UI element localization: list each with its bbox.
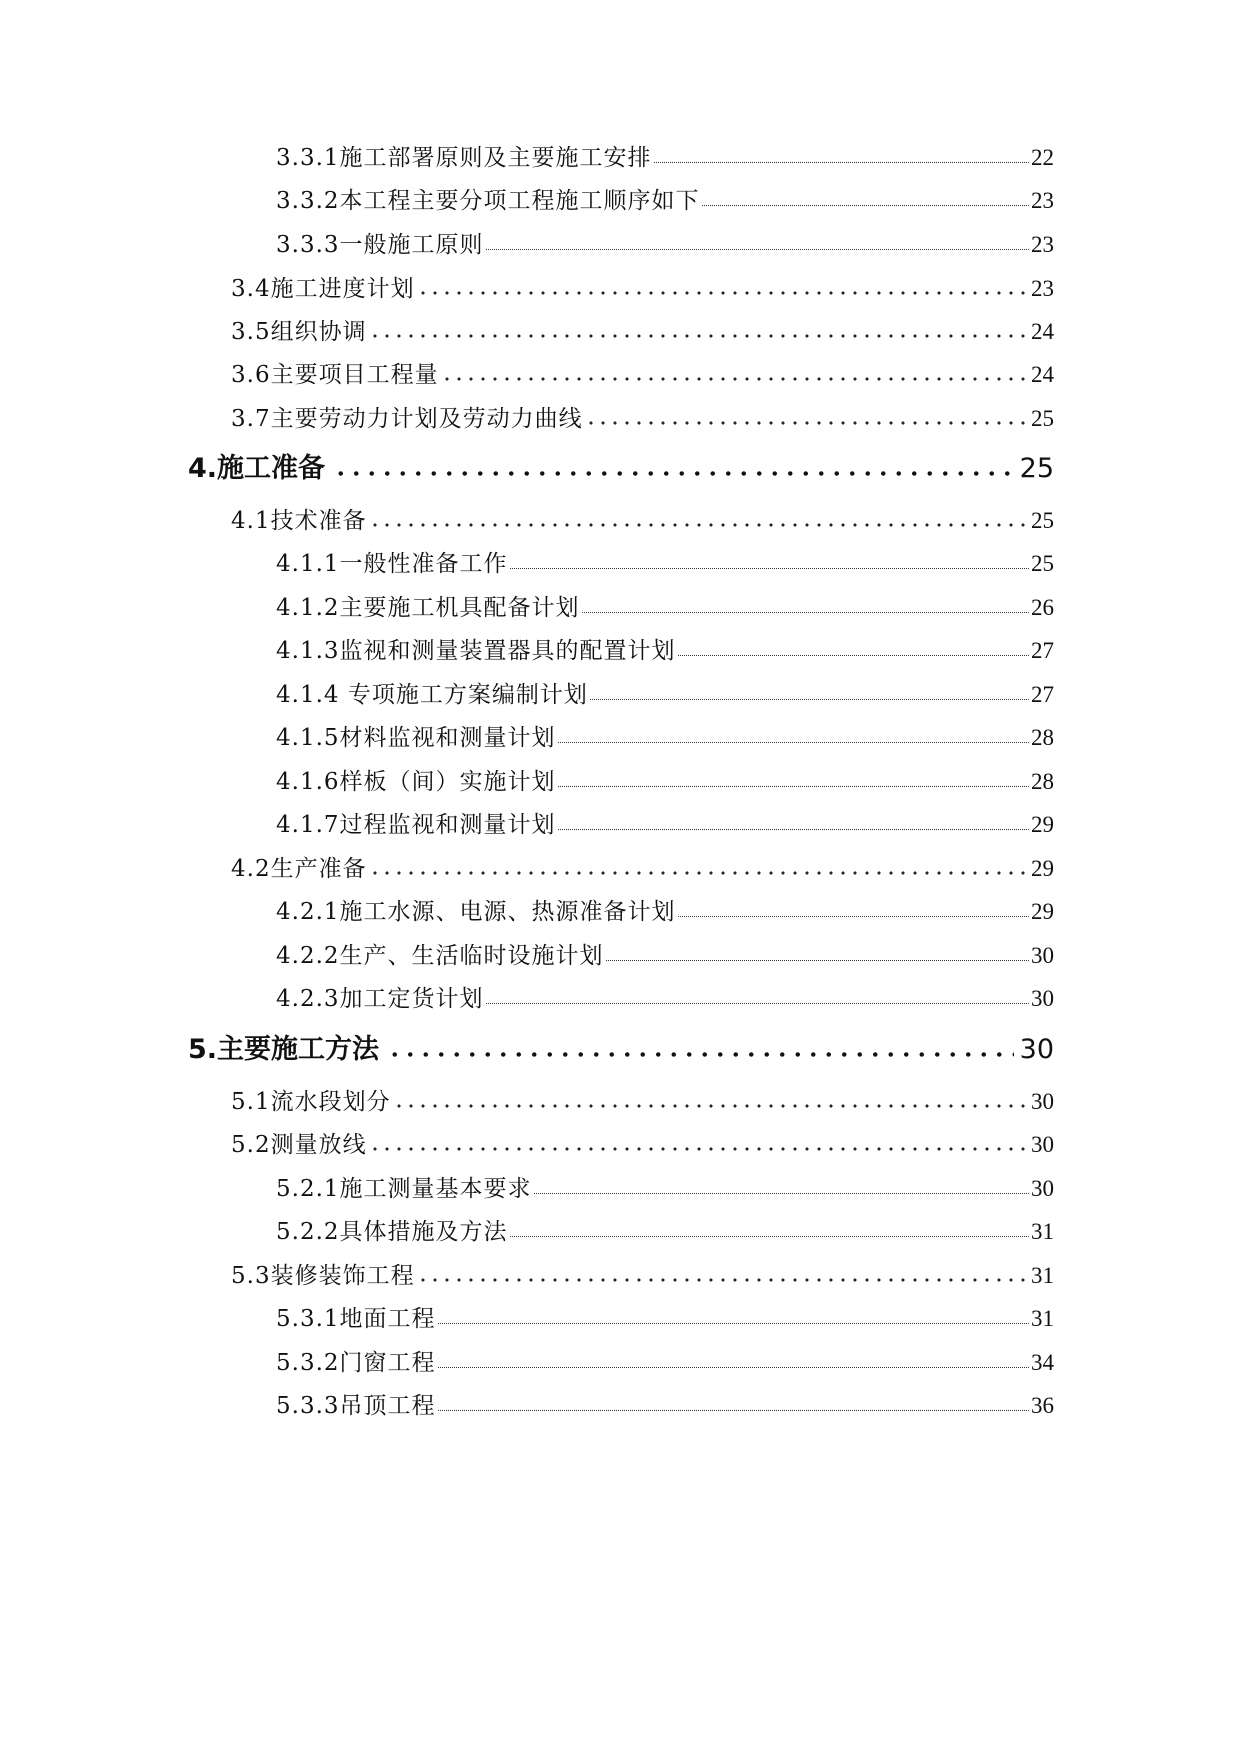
- toc-page-number: 30: [1031, 943, 1054, 968]
- toc-page-number: 36: [1031, 1393, 1054, 1418]
- toc-chapter-5[interactable]: [188, 1036, 1054, 1063]
- dot-leader: [510, 1218, 1029, 1237]
- toc-page-number: 25: [1031, 508, 1054, 533]
- toc-entry-label: 5.2测量放线: [231, 1132, 367, 1158]
- toc-entry-5-3-2[interactable]: [276, 1351, 1054, 1375]
- dot-leader: [510, 550, 1029, 569]
- toc-entry-label: 4.1.7过程监视和测量计划: [276, 812, 556, 838]
- toc-entry-label: 3.6主要项目工程量: [231, 362, 439, 388]
- toc-entry-label: 4.1.2主要施工机具配备计划: [276, 595, 580, 621]
- toc-entry-label: 4.1.3监视和测量装置器具的配置计划: [276, 638, 676, 664]
- toc-entry-5-2-2[interactable]: [276, 1220, 1054, 1244]
- toc-page-number: 31: [1031, 1263, 1054, 1288]
- toc-entry-5-2[interactable]: [231, 1133, 1054, 1157]
- toc-entry-label: 3.3.3一般施工原则: [276, 232, 484, 258]
- dot-leader: [369, 510, 1029, 528]
- toc-entry-label: 3.7主要劳动力计划及劳动力曲线: [231, 406, 583, 432]
- toc-page-number: 29: [1031, 856, 1054, 881]
- toc-entry-3-5[interactable]: [231, 320, 1054, 344]
- toc-chapter-label: 4.施工准备: [188, 453, 326, 484]
- toc-entry-3-3-3[interactable]: [276, 233, 1054, 257]
- toc-entry-label: 4.2.1施工水源、电源、热源准备计划: [276, 899, 676, 925]
- toc-chapter-label: 5.主要施工方法: [188, 1034, 380, 1065]
- toc-entry-label: 3.5组织协调: [231, 319, 367, 345]
- toc-page-number: 23: [1031, 276, 1054, 301]
- dot-leader: [417, 1265, 1029, 1283]
- toc-page-number: 31: [1031, 1219, 1054, 1244]
- toc-entry-5-1[interactable]: [231, 1090, 1054, 1114]
- dot-leader: [438, 1392, 1029, 1411]
- dot-leader: [678, 637, 1029, 656]
- toc-entry-5-3[interactable]: [231, 1264, 1054, 1288]
- dot-leader: [534, 1175, 1029, 1194]
- dot-leader: [393, 1091, 1029, 1109]
- toc-entry-label: 5.2.1施工测量基本要求: [276, 1176, 532, 1202]
- toc-entry-4-2-2[interactable]: [276, 944, 1054, 968]
- dot-leader: [387, 1038, 1014, 1058]
- dot-leader: [438, 1349, 1029, 1368]
- dot-leader: [582, 594, 1029, 613]
- toc-page-number: 24: [1031, 319, 1054, 344]
- toc-entry-4-2-1[interactable]: [276, 900, 1054, 924]
- toc-entry-5-3-3[interactable]: [276, 1394, 1054, 1418]
- toc-entry-4-1-1[interactable]: [276, 552, 1054, 576]
- toc-entry-3-3-1[interactable]: [276, 146, 1054, 170]
- toc-entry-5-2-1[interactable]: [276, 1177, 1054, 1201]
- toc-entry-4-1-2[interactable]: [276, 596, 1054, 620]
- dot-leader: [333, 457, 1014, 477]
- toc-entry-label: 4.1.4 专项施工方案编制计划: [276, 682, 588, 708]
- toc-entry-label: 5.3.2门窗工程: [276, 1350, 436, 1376]
- toc-page-number: 29: [1031, 899, 1054, 924]
- dot-leader: [585, 408, 1029, 426]
- toc-entry-3-7[interactable]: [231, 407, 1054, 431]
- toc-entry-label: 3.4施工进度计划: [231, 276, 415, 302]
- dot-leader: [486, 985, 1029, 1004]
- toc-page-number: 22: [1031, 145, 1054, 170]
- toc-entry-4-2-3[interactable]: [276, 987, 1054, 1011]
- toc-page-number: 28: [1031, 725, 1054, 750]
- toc-entry-5-3-1[interactable]: [276, 1307, 1054, 1331]
- toc-entry-label: 3.3.2本工程主要分项工程施工顺序如下: [276, 188, 700, 214]
- toc-entry-label: 5.2.2具体措施及方法: [276, 1219, 508, 1245]
- toc-page-number: 30: [1031, 1089, 1054, 1114]
- dot-leader: [369, 321, 1029, 339]
- dot-leader: [486, 231, 1029, 250]
- toc-entry-4-1-3[interactable]: [276, 639, 1054, 663]
- dot-leader: [441, 364, 1029, 382]
- toc-entry-label: 5.3.3吊顶工程: [276, 1393, 436, 1419]
- toc-page-number: 25: [1031, 551, 1054, 576]
- dot-leader: [654, 144, 1029, 163]
- toc-entry-3-3-2[interactable]: [276, 189, 1054, 213]
- toc-entry-label: 4.1.6样板（间）实施计划: [276, 769, 556, 795]
- toc-page-number: 30: [1019, 1034, 1054, 1065]
- dot-leader: [369, 858, 1029, 876]
- dot-leader: [417, 278, 1029, 296]
- toc-page-number: 28: [1031, 769, 1054, 794]
- toc-entry-label: 5.3.1地面工程: [276, 1306, 436, 1332]
- dot-leader: [369, 1134, 1029, 1152]
- dot-leader: [590, 681, 1029, 700]
- toc-chapter-4[interactable]: [188, 455, 1054, 482]
- dot-leader: [606, 942, 1029, 961]
- dot-leader: [702, 187, 1029, 206]
- toc-entry-4-1-7[interactable]: [276, 813, 1054, 837]
- toc-entry-4-1-4[interactable]: [276, 683, 1054, 707]
- toc-page-number: 24: [1031, 362, 1054, 387]
- toc-page-number: 31: [1031, 1306, 1054, 1331]
- toc-page-number: 34: [1031, 1350, 1054, 1375]
- toc-page-number: 27: [1031, 638, 1054, 663]
- dot-leader: [558, 811, 1029, 830]
- toc-entry-4-1[interactable]: [231, 509, 1054, 533]
- toc-page-number: 27: [1031, 682, 1054, 707]
- toc-entry-label: 4.1.5材料监视和测量计划: [276, 725, 556, 751]
- dot-leader: [438, 1305, 1029, 1324]
- toc-page-number: 30: [1031, 1132, 1054, 1157]
- toc-entry-label: 3.3.1施工部署原则及主要施工安排: [276, 145, 652, 171]
- toc-page-number: 25: [1019, 453, 1054, 484]
- toc-entry-label: 4.2.3加工定货计划: [276, 986, 484, 1012]
- dot-leader: [678, 898, 1029, 917]
- toc-page-number: 26: [1031, 595, 1054, 620]
- dot-leader: [558, 768, 1029, 787]
- toc-entry-3-4[interactable]: [231, 277, 1054, 301]
- toc-entry-4-1-5[interactable]: [276, 726, 1054, 750]
- toc-entry-label: 5.3装修装饰工程: [231, 1263, 415, 1289]
- toc-entry-4-2[interactable]: [231, 857, 1054, 881]
- toc-page-number: 29: [1031, 812, 1054, 837]
- toc-entry-label: 4.1.1一般性准备工作: [276, 551, 508, 577]
- toc-entry-label: 4.2.2生产、生活临时设施计划: [276, 943, 604, 969]
- toc-entry-label: 4.2生产准备: [231, 856, 367, 882]
- toc-entry-4-1-6[interactable]: [276, 770, 1054, 794]
- toc-page-number: 23: [1031, 188, 1054, 213]
- toc-entry-3-6[interactable]: [231, 363, 1054, 387]
- toc-entry-label: 4.1技术准备: [231, 508, 367, 534]
- toc-page-number: 23: [1031, 232, 1054, 257]
- toc-page-number: 25: [1031, 406, 1054, 431]
- toc-entry-label: 5.1流水段划分: [231, 1089, 391, 1115]
- toc-page-number: 30: [1031, 986, 1054, 1011]
- dot-leader: [558, 724, 1029, 743]
- toc-page-number: 30: [1031, 1176, 1054, 1201]
